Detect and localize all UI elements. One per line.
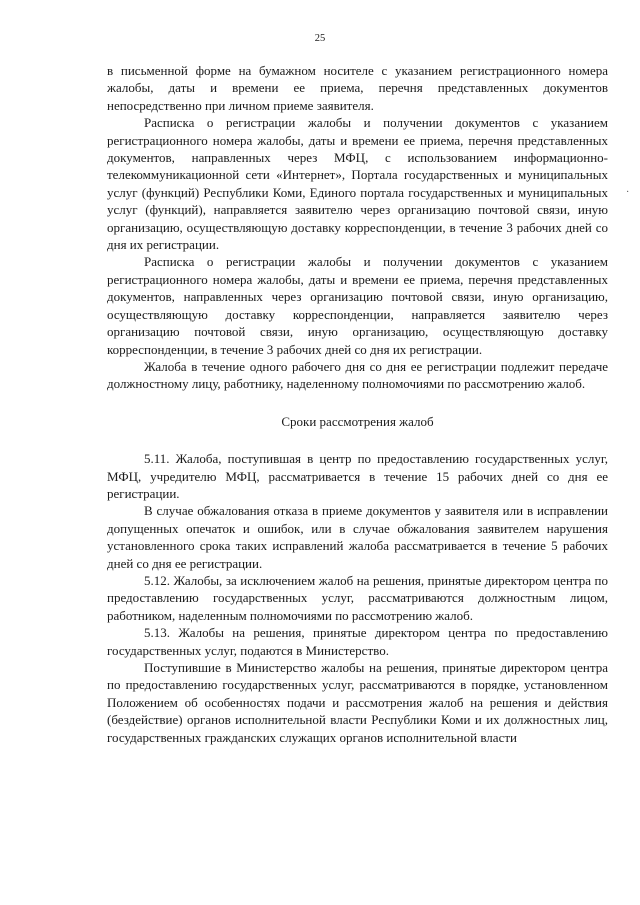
margin-mark: · — [626, 187, 630, 198]
section-heading: Сроки рассмотрения жалоб — [281, 413, 434, 429]
paragraph: Расписка о регистрации жалобы и получении документов с указанием регистрационного номера жалобы, даты и времени ее приема, перечня представленных документов, направленных через МФЦ, с использованием информационно-телекоммуникационной сети «Интернет», Портала государственных и муниципальных услуг (функций) Республики Коми, Единого портала государственных и муниципальных услуг (функций), направляется заявителю через организацию почтовой связи, иную организацию, осуществляющую доставку корреспонденции, в течение 3 рабочих дней со дня их регистрации. — [107, 115, 608, 253]
paragraph-5-13: 5.13. Жалобы на решения, принятые директором центра по предоставлению государственных услуг, подаются в Министерство. — [107, 625, 608, 658]
paragraph: Расписка о регистрации жалобы и получении документов с указанием регистрационного номера жалобы, даты и времени ее приема, перечня представленных документов, направленных через организацию почтовой связи, иную организацию, осуществляющую доставку корреспонденции, направляется заявителю через организацию почтовой связи, иную организацию, осуществляющую доставку корреспонденции, в течение 3 рабочих дней со дня их регистрации. — [107, 254, 608, 357]
paragraph: В случае обжалования отказа в приеме документов у заявителя или в исправлении допущенных опечаток и ошибок, или в случае обжалования заявителем нарушения установленного срока таких исправлений жалоба рассматривается в течение 5 рабочих дней со дня ее регистрации. — [107, 503, 608, 571]
paragraph-5-12: 5.12. Жалобы, за исключением жалоб на решения, принятые директором центра по предоставлению государственных услуг, рассматриваются должностным лицом, работником, наделенным полномочиями по рассмотрению жалоб. — [107, 572, 608, 623]
paragraph-5-11: 5.11. Жалоба, поступившая в центр по предоставлению государственных услуг, МФЦ, учредителю МФЦ, рассматривается в течение 15 рабочих дней со дня ее регистрации. — [107, 451, 608, 501]
paragraph: Поступившие в Министерство жалобы на решения, принятые директором центра по предоставлению государственных услуг, рассматриваются в порядке, установленном Положением об особенностях подачи и рассмотрения жалоб на решения и действия (бездействие) органов исполнительной власти Республики Коми и их должностных лиц, государственных гражданских служащих органов исполнительной власти — [107, 660, 608, 745]
paragraph: в письменной форме на бумажном носителе с указанием регистрационного номера жалобы, даты и времени ее приема, перечня представленных документов непосредственно при личном приеме заявителя. — [107, 63, 608, 113]
page-number: 25 — [314, 33, 326, 44]
document-body — [107, 62, 608, 746]
paragraph: Жалоба в течение одного рабочего дня со дня ее регистрации подлежит передаче должностному лицу, работнику, наделенному полномочиями по рассмотрению жалоб. — [107, 358, 608, 392]
